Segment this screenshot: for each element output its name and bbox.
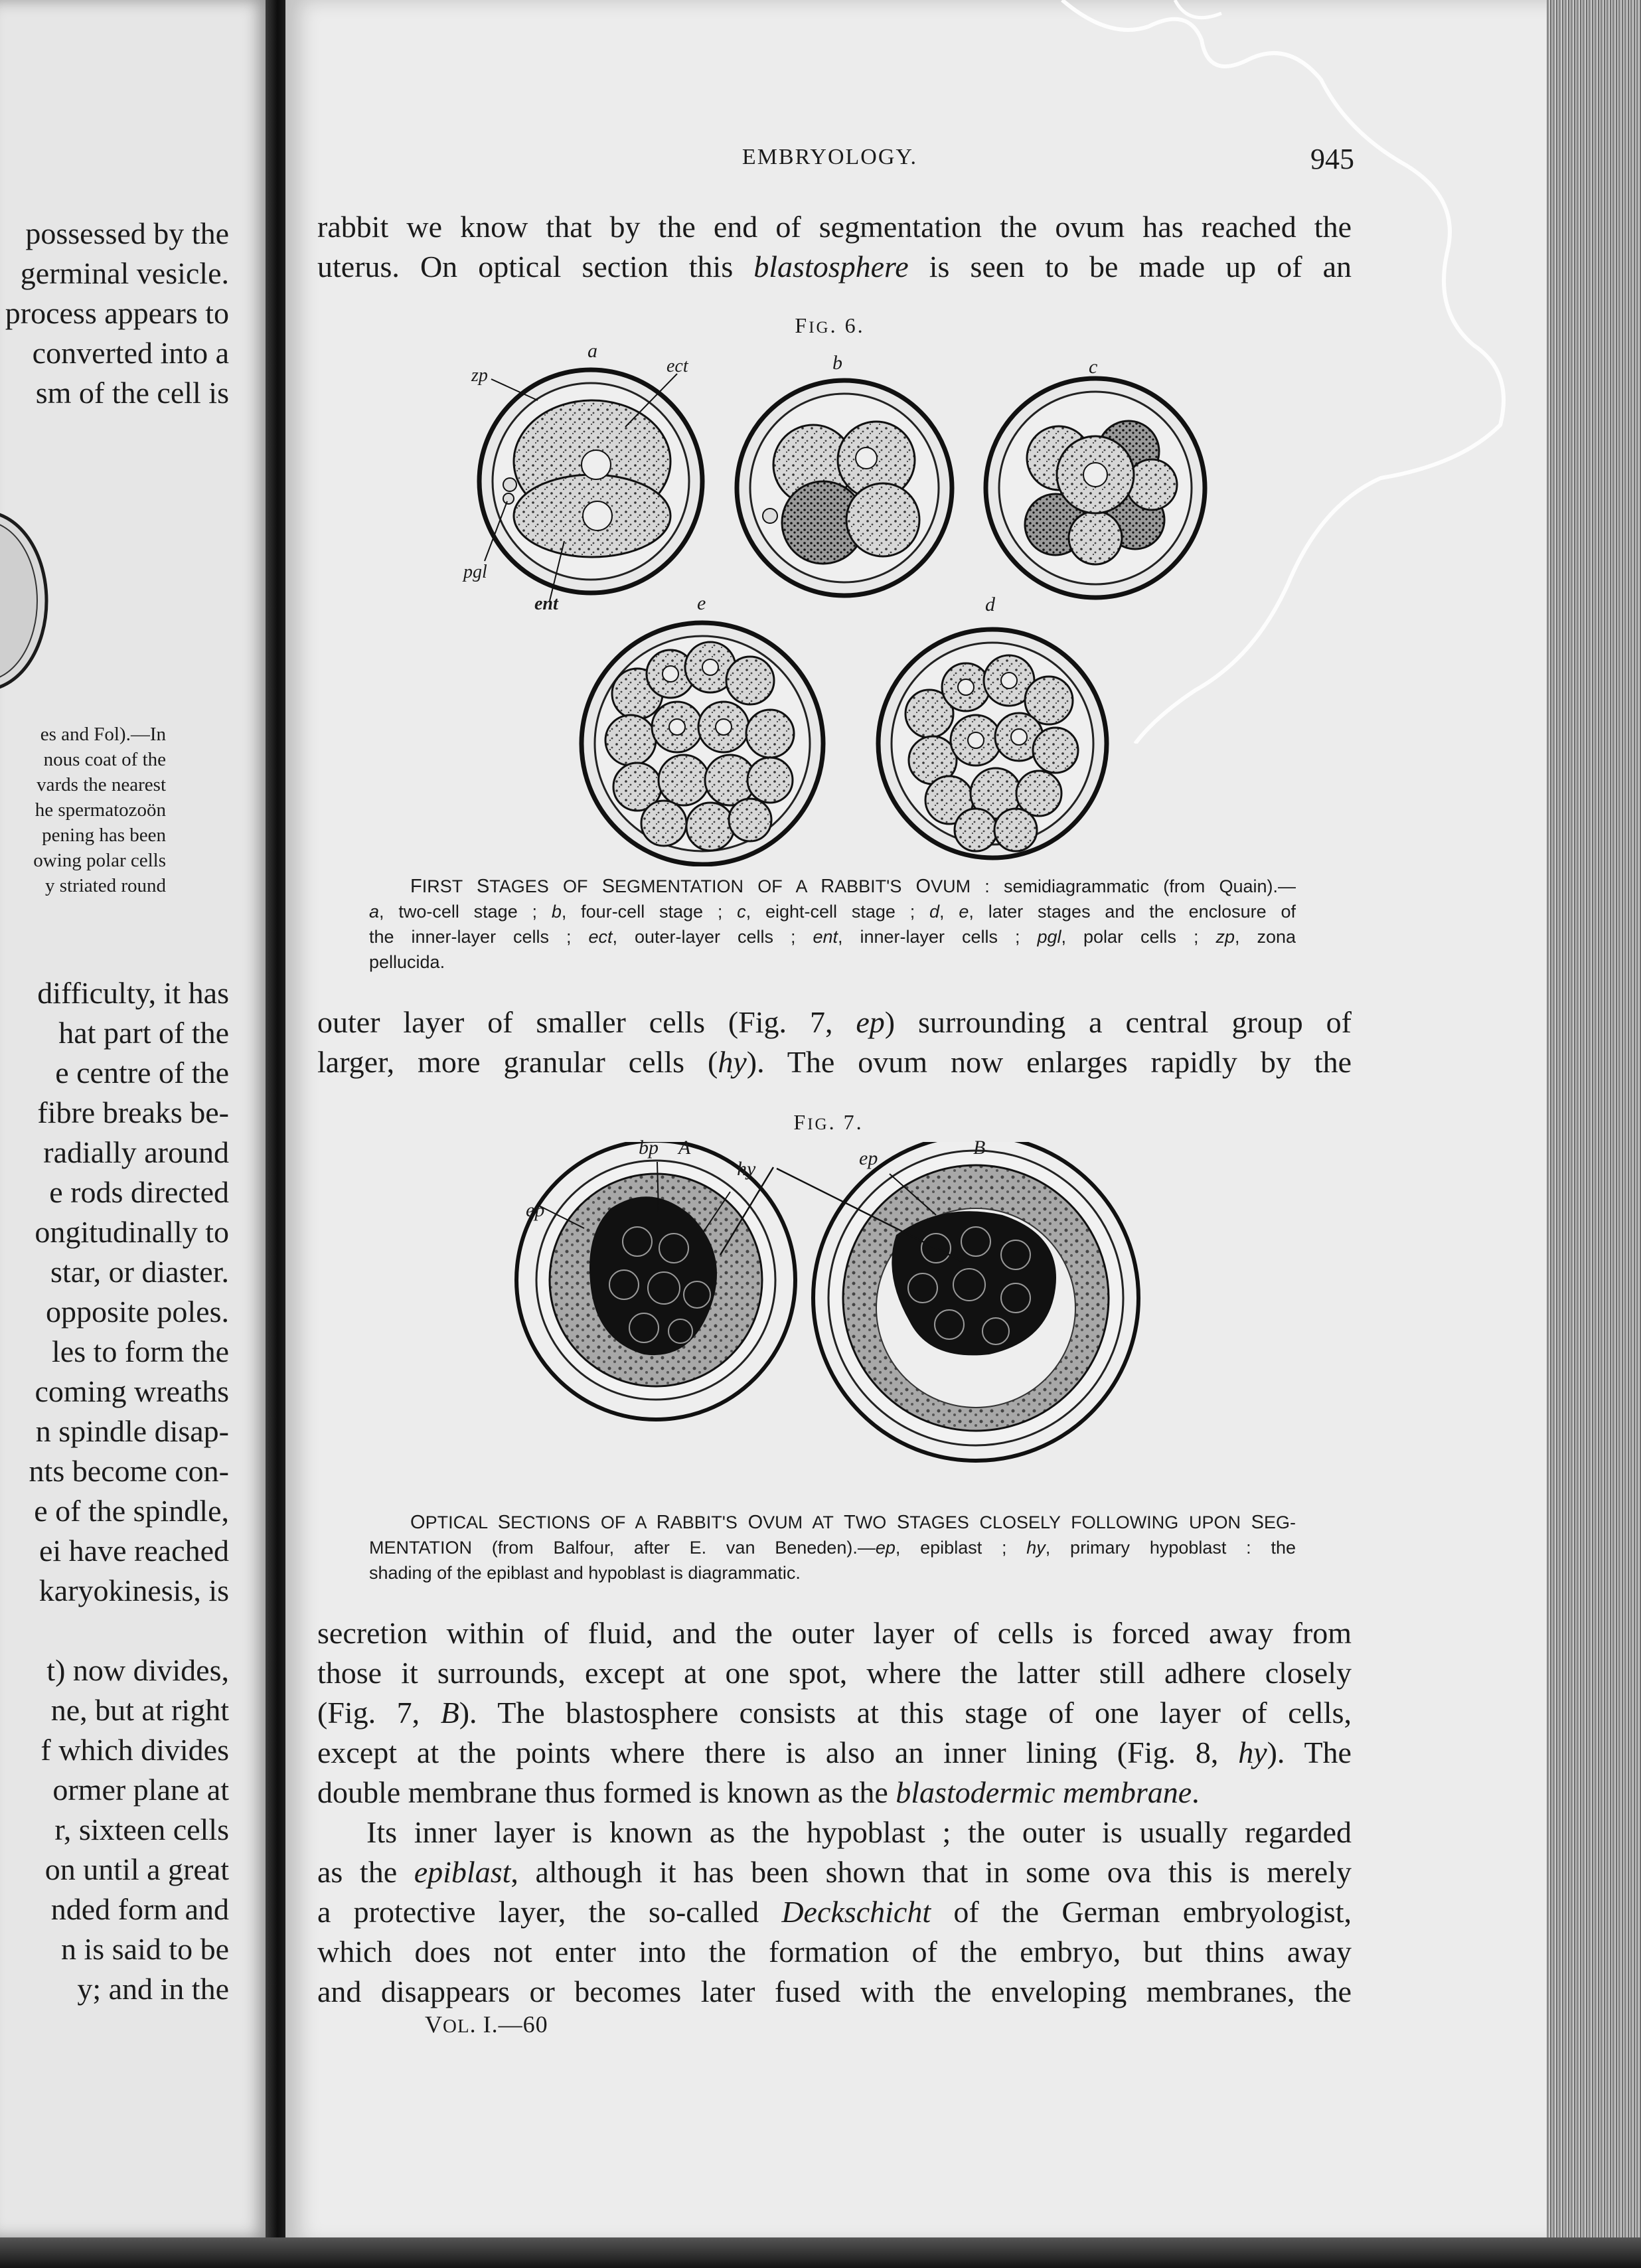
left-page-line: n spindle disap- xyxy=(35,1414,229,1448)
left-page-line: f which divides xyxy=(40,1733,229,1767)
fig7-label-A: A xyxy=(678,1137,691,1159)
left-page-caption-line: he spermatozoön xyxy=(35,799,166,821)
page-number: 945 xyxy=(1310,143,1354,175)
left-page-line: ongitudinally to xyxy=(35,1215,229,1249)
body-line: those it surrounds, except at one spot, where the latter still adhere closely xyxy=(317,1656,1352,1690)
left-page-line: on until a great xyxy=(44,1852,229,1886)
body-line: outer layer of smaller cells (Fig. 7, ep) surrounding a central group of xyxy=(317,1005,1352,1039)
fig7-label-B: B xyxy=(973,1137,986,1159)
left-page-line: n is said to be xyxy=(61,1932,229,1966)
left-page xyxy=(0,0,271,2237)
figure-6-caption-line: the inner-layer cells ; ect, outer-layer cells ; ent, inner-layer cells ; pgl, polar cells ; zp, zona xyxy=(369,927,1296,947)
body-line: uterus. On optical section this blastosphere is seen to be made up of an xyxy=(317,250,1352,284)
left-page-line: nts become con- xyxy=(29,1454,229,1488)
scan-crack-artifact xyxy=(1036,0,1620,744)
left-page-line: karyokinesis, is xyxy=(39,1574,229,1607)
body-line: secretion within of fluid, and the outer layer of cells is forced away from xyxy=(317,1616,1352,1650)
ovum-b-four-cell xyxy=(737,380,952,596)
left-page-caption-line: owing polar cells xyxy=(33,850,166,871)
figure-7-caption-line: OPTICAL SECTIONS OF A RABBIT'S OVUM AT TWO STAGES CLOSELY FOLLOWING UPON SEG- xyxy=(410,1512,1296,1533)
body-line: double membrane thus formed is known as the blastodermic membrane. xyxy=(317,1775,1200,1809)
figure-6-caption-line: FIRST STAGES OF SEGMENTATION OF A RABBIT'S OVUM : semidiagrammatic (from Quain).— xyxy=(410,876,1296,897)
body-line: larger, more granular cells (hy). The ovum now enlarges rapidly by the xyxy=(317,1045,1352,1079)
fig6-label-zp: zp xyxy=(471,365,488,386)
left-page-line: les to form the xyxy=(52,1335,229,1368)
left-page-line: germinal vesicle. xyxy=(20,256,229,290)
left-page-line: star, or diaster. xyxy=(50,1255,229,1289)
volume-signature: VOL. I.—60 xyxy=(425,2011,548,2038)
left-page-line: r, sixteen cells xyxy=(54,1813,229,1846)
left-page-line: radially around xyxy=(43,1135,229,1169)
left-page-caption-line: vards the nearest xyxy=(37,774,166,795)
left-page-line: hat part of the xyxy=(58,1016,229,1050)
body-line: (Fig. 7, B). The blastosphere consists at this stage of one layer of cells, xyxy=(317,1696,1352,1730)
ovum-B-section xyxy=(813,1142,1138,1461)
left-page-line: t) now divides, xyxy=(46,1653,229,1687)
figure-7-caption-line: shading of the epiblast and hypoblast is diagrammatic. xyxy=(369,1563,801,1583)
left-page-line: sm of the cell is xyxy=(35,376,229,410)
body-line: a protective layer, the so-called Deckschicht of the German embryologist, xyxy=(317,1895,1352,1929)
left-page-line: e of the spindle, xyxy=(34,1494,229,1528)
fig7-label-hy: hy xyxy=(737,1158,756,1180)
left-page-line: opposite poles. xyxy=(46,1295,229,1329)
fig6-label-pgl: pgl xyxy=(463,562,487,582)
fig7-label-bp: bp xyxy=(639,1137,659,1159)
fig7-label-ep-top: ep xyxy=(859,1147,878,1169)
bottom-shadow xyxy=(0,2237,1641,2268)
figure-6-title: FIG. 6. xyxy=(795,313,865,337)
left-page-line: possessed by the xyxy=(25,216,229,250)
left-page-line: coming wreaths xyxy=(35,1374,229,1408)
fig6-label-c: c xyxy=(1089,356,1098,378)
fig6-label-d: d xyxy=(985,594,995,615)
body-line: except at the points where there is also an inner lining (Fig. 8, hy). The xyxy=(317,1736,1352,1769)
left-page-line: converted into a xyxy=(32,336,229,370)
left-page-line: e rods directed xyxy=(49,1175,229,1209)
figure-7-title: FIG. 7. xyxy=(793,1110,864,1134)
figure-6-caption-line: pellucida. xyxy=(369,952,445,972)
fig6-label-ent: ent xyxy=(534,594,558,614)
left-page-line: ei have reached xyxy=(39,1534,229,1568)
left-page-line xyxy=(0,1611,229,1651)
body-line: as the epiblast, although it has been shown that in some ova this is merely xyxy=(317,1855,1352,1889)
left-page-caption-line: es and Fol).—In xyxy=(40,724,166,745)
ovum-a-two-cell xyxy=(479,370,702,601)
left-page-line: ne, but at right xyxy=(50,1693,229,1727)
left-page-line: difficulty, it has xyxy=(37,976,229,1010)
body-line: which does not enter into the formation of the embryo, but thins away xyxy=(317,1935,1352,1969)
left-page-line: fibre breaks be- xyxy=(37,1095,229,1129)
figure-7-caption-line: MENTATION (from Balfour, after E. van Beneden).—ep, epiblast ; hy, primary hypoblast : the xyxy=(369,1538,1296,1558)
left-page-line: ormer plane at xyxy=(52,1773,229,1807)
left-page-line: process appears to xyxy=(5,296,229,330)
running-title: EMBRYOLOGY. xyxy=(742,145,918,169)
left-page-caption-line: nous coat of the xyxy=(43,749,166,770)
body-line: and disappears or becomes later fused with the enveloping membranes, the xyxy=(317,1975,1352,2008)
fig6-label-b: b xyxy=(832,352,842,374)
fig6-label-a: a xyxy=(587,340,597,362)
figure-7-illustration xyxy=(511,1142,1148,1514)
ovum-e-later-stage xyxy=(582,623,823,864)
fig6-label-ect: ect xyxy=(666,356,688,376)
left-page-line: e centre of the xyxy=(55,1056,229,1090)
left-page-line: y; and in the xyxy=(77,1972,229,2006)
left-page-figure-fragment xyxy=(0,508,50,694)
fig7-label-ep-left: ep xyxy=(526,1199,545,1221)
left-page-line: nded form and xyxy=(50,1892,229,1926)
figure-6-caption-line: a, two-cell stage ; b, four-cell stage ; c, eight-cell stage ; d, e, later stages and the enclosure of xyxy=(369,902,1296,922)
body-line: rabbit we know that by the end of segmentation the ovum has reached the xyxy=(317,210,1352,244)
left-page-caption-line: y striated round xyxy=(44,875,166,896)
body-line: Its inner layer is known as the hypoblast ; the outer is usually regarded xyxy=(366,1815,1352,1849)
left-page-caption-line: pening has been xyxy=(42,825,166,846)
fig6-label-e: e xyxy=(697,592,706,614)
